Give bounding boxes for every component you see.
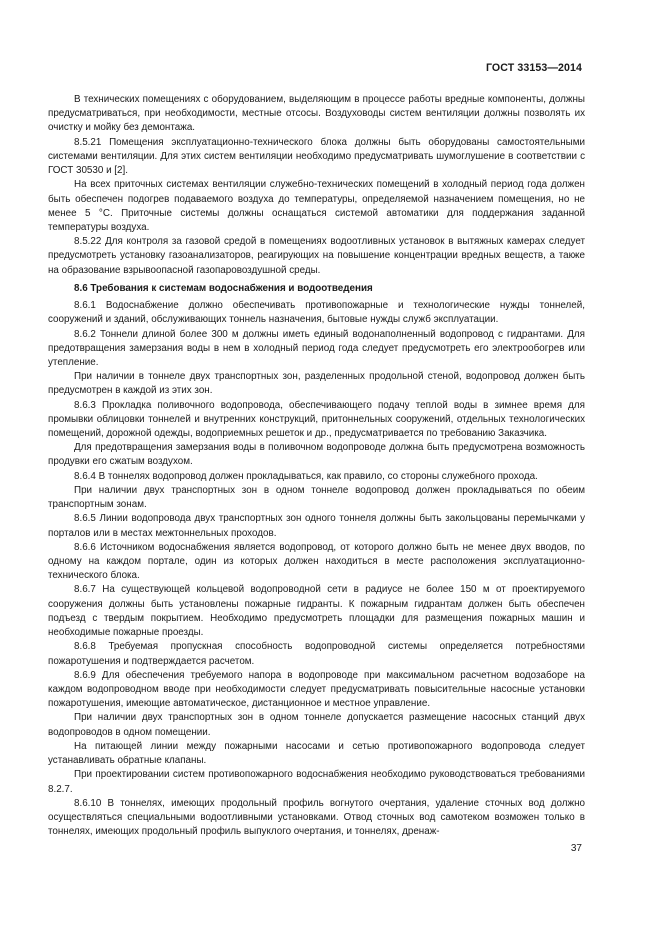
paragraph-8-6-9: 8.6.9 Для обеспечения требуемого напора в водопроводе при максимальном расчетном водозаборе на каждом водопроводном вводе при необходимости следует предусматривать повысительные насосные установки пожаротушения, имеющие автоматическое, дистанционное и местное управление. xyxy=(48,669,585,710)
paragraph-8-5-21: 8.5.21 Помещения эксплуатационно-технического блока должны быть оборудованы самостоятельными системами вентиляции. Для этих систем вентиляции необходимо предусматривать шумоглушение в соответствии с ГОСТ 30530 и [2]. xyxy=(48,136,585,177)
paragraph-8-6-7: 8.6.7 На существующей кольцевой водопроводной сети в радиусе не более 150 м от проектируемого сооружения должны быть установлены пожарные гидранты. К пожарным гидрантам должен быть обеспечен подъезд с твердым покрытием. Необходимо предусмотреть площадки для размещения пожарных машин и необходимые пожарные проезды. xyxy=(48,584,585,639)
paragraph: На всех приточных системах вентиляции служебно-технических помещений в холодный период года должен быть обеспечен подогрев подаваемого воздуха до температуры, определяемой назначением помещения, но не менее 5 °С. Приточные системы должны оснащаться системой автоматики для поддержания заданной температуры воздуха. xyxy=(48,179,585,233)
paragraph: Для предотвращения замерзания воды в поливочном водопроводе должна быть предусмотрена возможность продувки его сжатым воздухом. xyxy=(48,442,585,468)
paragraph: При наличии в тоннеле двух транспортных зон, разделенных продольной стеной, водопровод должен быть предусмотрен в каждой из этих зон. xyxy=(48,371,585,397)
paragraph-8-6-10: 8.6.10 В тоннелях, имеющих продольный профиль вогнутого очертания, удаление сточных вод должно осуществляться специальными водоотливными установками. Отвод сточных вод самотеком возможен только в тоннелях, имеющих продольный профиль выпуклого очертания, и тоннелях, дренаж- xyxy=(48,797,585,838)
paragraph: На питающей линии между пожарными насосами и сетью противопожарного водопровода следует устанавливать обратные клапаны. xyxy=(48,740,585,767)
paragraph-8-6-5: 8.6.5 Линии водопровода двух транспортных зон одного тоннеля должны быть закольцованы перемычками у порталов или в местах межтоннельных проходов. xyxy=(48,513,585,539)
paragraph: При наличии двух транспортных зон в одном тоннеле допускается размещение насосных станций двух водопроводов в одном помещении. xyxy=(48,712,585,738)
section-heading-8-6: 8.6 Требования к системам водоснабжения и водоотведения xyxy=(74,282,373,294)
document-body xyxy=(48,93,585,839)
page-number: 37 xyxy=(570,843,582,854)
paragraph-8-6-2: 8.6.2 Тоннели длиной более 300 м должны иметь единый водонаполненный водопровод с гидрантами. Для предотвращения замерзания воды в нем в холодный период года следует предусмотреть его электрообогрев или утепление. xyxy=(48,328,585,368)
paragraph-8-6-6: 8.6.6 Источником водоснабжения является водопровод, от которого должно быть не менее двух вводов, по одному на каждом портале, один из которых должен находиться в месте расположения эксплуатационно-технического блока. xyxy=(48,541,585,582)
paragraph-8-6-1: 8.6.1 Водоснабжение должно обеспечивать противопожарные и технологические нужды тоннелей, сооружений и зданий, обслуживающих тоннель назначения, бытовые нужды служб эксплуатации. xyxy=(48,300,585,326)
paragraph-8-5-22: 8.5.22 Для контроля за газовой средой в помещениях водоотливных установок в вытяжных камерах следует предусмотреть установку газоанализаторов, реагирующих на повышение концентрации вредных веществ, а также на образование взрывоопасной газопаровоздушной среды. xyxy=(48,236,585,276)
paragraph: В технических помещениях с оборудованием, выделяющим в процессе работы вредные компоненты, должны предусматриваться, при необходимости, местные отсосы. Воздуховоды систем вентиляции должны позволять их очистку и мойку без демонтажа. xyxy=(48,94,585,134)
paragraph-8-6-4: 8.6.4 В тоннелях водопровод должен прокладываться, как правило, со стороны служебного прохода. xyxy=(74,470,538,482)
paragraph-8-6-3: 8.6.3 Прокладка поливочного водопровода, обеспечивающего подачу теплой воды в зимнее время для промывки облицовки тоннелей и внутренних конструкций, притоннельных сооружений, отдельных технологических помещений, дорожной одежды, водоприемных решеток и др., предусматривается по требованию Заказчика. xyxy=(48,399,585,440)
document-standard-id: ГОСТ 33153—2014 xyxy=(485,62,582,74)
paragraph: При проектировании систем противопожарного водоснабжения необходимо руководствоваться требованиями 8.2.7. xyxy=(48,769,585,795)
paragraph-8-6-8: 8.6.8 Требуемая пропускная способность водопроводной системы определяется потребностями пожаротушения и подтверждается расчетом. xyxy=(48,641,585,667)
paragraph: При наличии двух транспортных зон в одном тоннеле водопровод должен прокладываться по обеим транспортным зонам. xyxy=(48,484,585,511)
